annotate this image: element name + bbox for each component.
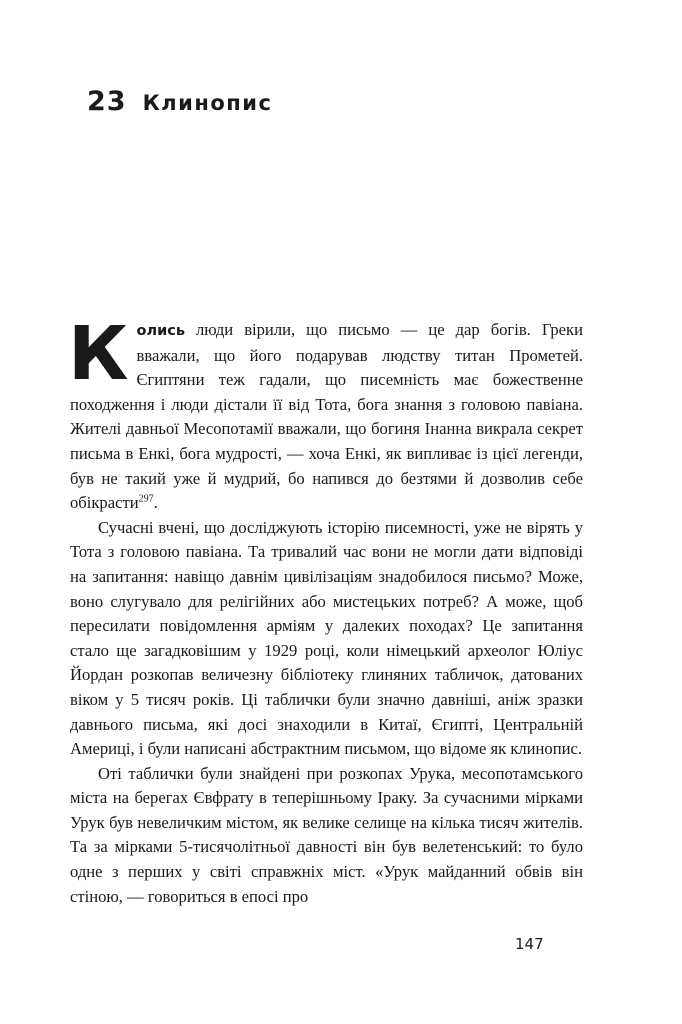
paragraph-3: Оті таблички були знайдені при розкопах Урука, месопотамського міста на берегах Євфрату в теперішньому Іраку. За сучасними мірками Урук був невеличким містом, як велике селище на кілька тисяч жителів. Та за мірками 5-тисячолітньої давності він був велетенський: то було одне з перших у світі справжніх міст. «Урук майданний обвів він стіною, — говориться в епосі про [70,763,583,906]
chapter-number: 23 [87,86,127,117]
drop-cap: К [68,311,129,397]
paragraph-1-text: люди вірили, що письмо — це дар богів. Греки вважали, що його подарував людству титан Прометей. Єгиптяни теж гадали, що писемність має божественне походження і люди дістали її від Тота, бога знання з головою павіана. Жителі давньої Месопотамії вважали, що богиня Інанна викрала секрет письма в Енкі, бога мудрості, — хоча Енкі, як випливає із цієї легенди, був не такий уже й мудрий, бо напився до безтями й дозволив себе обікрасти [70,320,583,513]
lead-word: олись [136,323,186,339]
page-number: 147 [515,935,544,953]
body-text [68,311,583,909]
paragraph-1 [68,311,583,516]
chapter-title: Клинопис [142,91,273,115]
paragraph-1-end: . [153,493,158,513]
footnote-ref[interactable]: 297 [138,493,154,505]
chapter-heading [87,86,272,117]
paragraph-2: Сучасні вчені, що досліджують історію писемності, уже не вірять у Тота з головою павіана. Та тривалий час вони не могли дати відповіді на запитання: навіщо давнім цивілізаціям знадобилося письмо? Може, воно слугувало для релігійних або мистецьких потреб? А може, щоб пересилати повідомлення арміям у далеких походах? Це запитання стало ще загадковішим у 1929 році, коли німецький археолог Юліус Йордан розкопав величезну бібліотеку глиняних табличок, датованих віком у 5 тисяч років. Ці таблички були значно давніші, аніж зразки давнього письма, які досі знаходили в Китаї, Єгипті, Центральній Америці, і були написані абстрактним письмом, що відоме як клинопис. [70,517,583,759]
